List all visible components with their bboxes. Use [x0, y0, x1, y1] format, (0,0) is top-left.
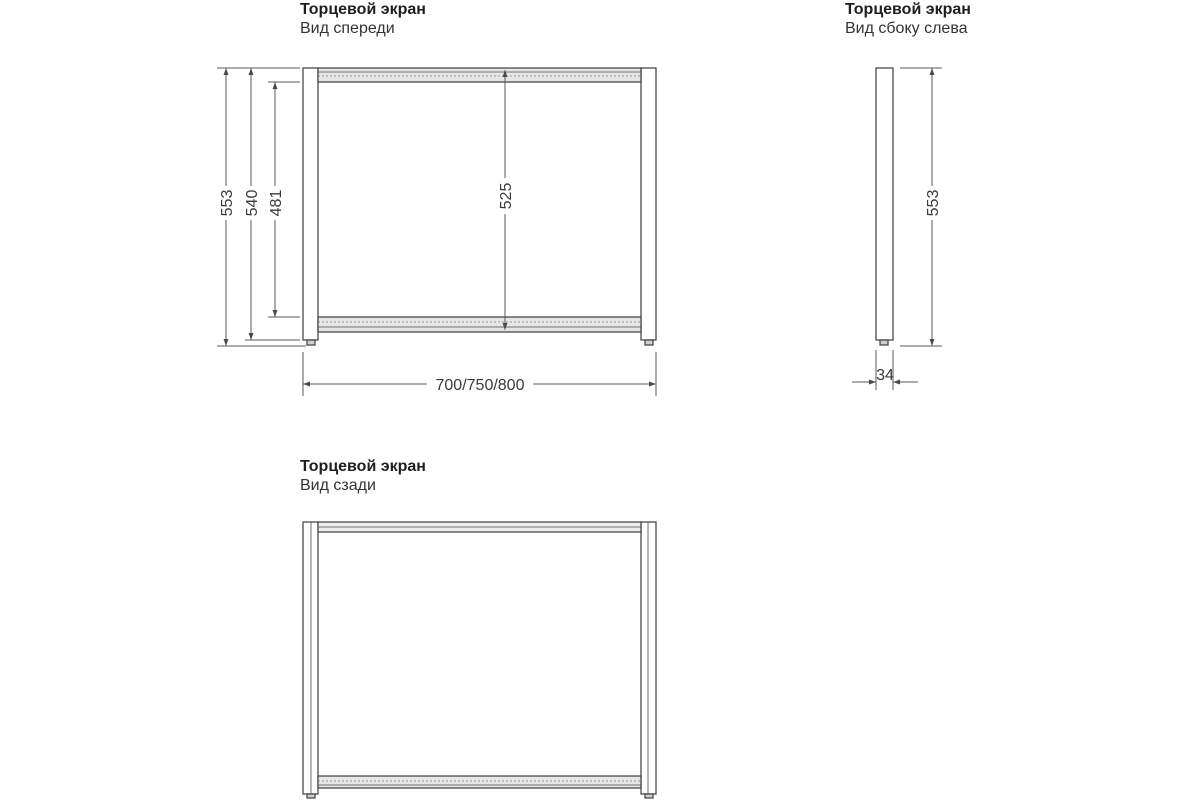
- back-right-foot: [645, 794, 653, 798]
- front-view-drawing: [303, 68, 656, 345]
- dim-width-label: 700/750/800: [435, 377, 525, 394]
- front-right-foot: [645, 340, 653, 345]
- dim-540-label: 540: [244, 189, 261, 217]
- side-view-drawing: [876, 68, 893, 345]
- back-bottom-rail: [318, 776, 641, 788]
- side-view-subtitle: Вид сбоку слева: [845, 20, 968, 37]
- back-view-drawing: [303, 522, 656, 798]
- dim-481-label: 481: [268, 189, 285, 217]
- front-right-post: [641, 68, 656, 340]
- front-view-subtitle: Вид спереди: [300, 20, 395, 37]
- dim-side-34-label: 34: [876, 367, 894, 384]
- front-dimension-lines: [217, 68, 656, 396]
- back-view-subtitle: Вид сзади: [300, 477, 376, 494]
- back-left-foot: [307, 794, 315, 798]
- dim-553-label: 553: [219, 189, 236, 217]
- front-left-foot: [307, 340, 315, 345]
- side-post: [876, 68, 893, 340]
- back-right-post: [641, 522, 656, 794]
- front-view-title: Торцевой экран: [300, 1, 426, 18]
- front-left-post: [303, 68, 318, 340]
- dim-525-label: 525: [498, 182, 515, 210]
- side-foot: [880, 340, 888, 345]
- front-bottom-rail: [318, 317, 641, 332]
- side-dimension-lines: [852, 68, 942, 390]
- side-view-title: Торцевой экран: [845, 1, 971, 18]
- front-top-rail: [318, 68, 641, 82]
- back-view-title: Торцевой экран: [300, 458, 426, 475]
- back-left-post: [303, 522, 318, 794]
- dim-side-553-label: 553: [925, 189, 942, 217]
